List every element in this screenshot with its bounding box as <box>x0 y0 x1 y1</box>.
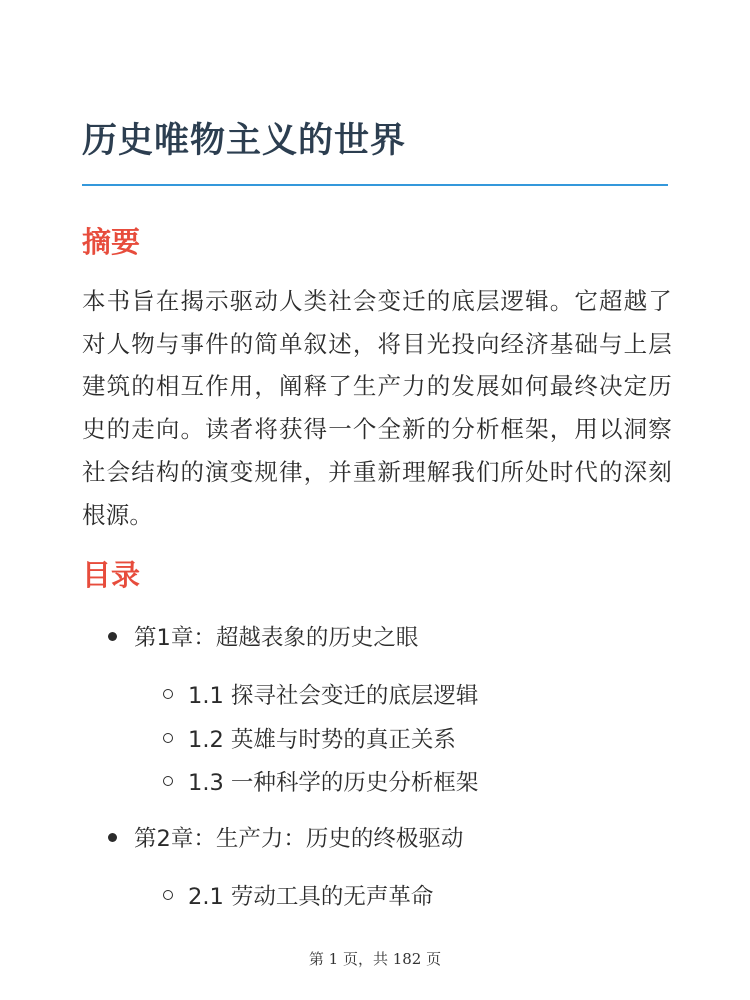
filled-bullet-icon <box>108 632 117 641</box>
hollow-bullet-icon <box>163 733 173 743</box>
toc-chapter-label: 第2章：生产力：历史的终极驱动 <box>134 826 464 852</box>
toc-heading: 目录 <box>82 558 141 592</box>
document-title: 历史唯物主义的世界 <box>82 121 407 161</box>
toc-section-label: 1.2 英雄与时势的真正关系 <box>188 727 456 753</box>
page-number-footer: 第 1 页，共 182 页 <box>308 950 442 968</box>
hollow-bullet-icon <box>163 689 173 699</box>
hollow-bullet-icon <box>163 890 173 900</box>
toc-section-1-2[interactable] <box>163 718 456 758</box>
abstract-heading: 摘要 <box>82 225 141 259</box>
toc-section-1-3[interactable] <box>163 761 478 801</box>
toc-chapter-1[interactable] <box>108 616 418 656</box>
abstract-body: 本书旨在揭示驱动人类社会变迁的底层逻辑。它超越了对人物与事件的简单叙述，将目光投向经济基础与上层建筑的相互作用，阐释了生产力的发展如何最终决定历史的走向。读者将获得一个全新的分析框架，用以洞察社会结构的演变规律，并重新理解我们所处时代的深刻根源。 <box>82 287 672 529</box>
toc-section-label: 1.1 探寻社会变迁的底层逻辑 <box>188 683 479 709</box>
hollow-bullet-icon <box>163 776 173 786</box>
toc-section-label: 2.1 劳动工具的无声革命 <box>188 884 434 910</box>
toc-section-1-1[interactable] <box>163 674 478 714</box>
title-divider <box>82 184 668 186</box>
toc-chapter-label: 第1章：超越表象的历史之眼 <box>134 625 419 651</box>
toc-chapter-2[interactable] <box>108 817 463 857</box>
toc-section-label: 1.3 一种科学的历史分析框架 <box>188 770 479 796</box>
toc-section-2-1[interactable] <box>163 875 433 915</box>
filled-bullet-icon <box>108 833 117 842</box>
